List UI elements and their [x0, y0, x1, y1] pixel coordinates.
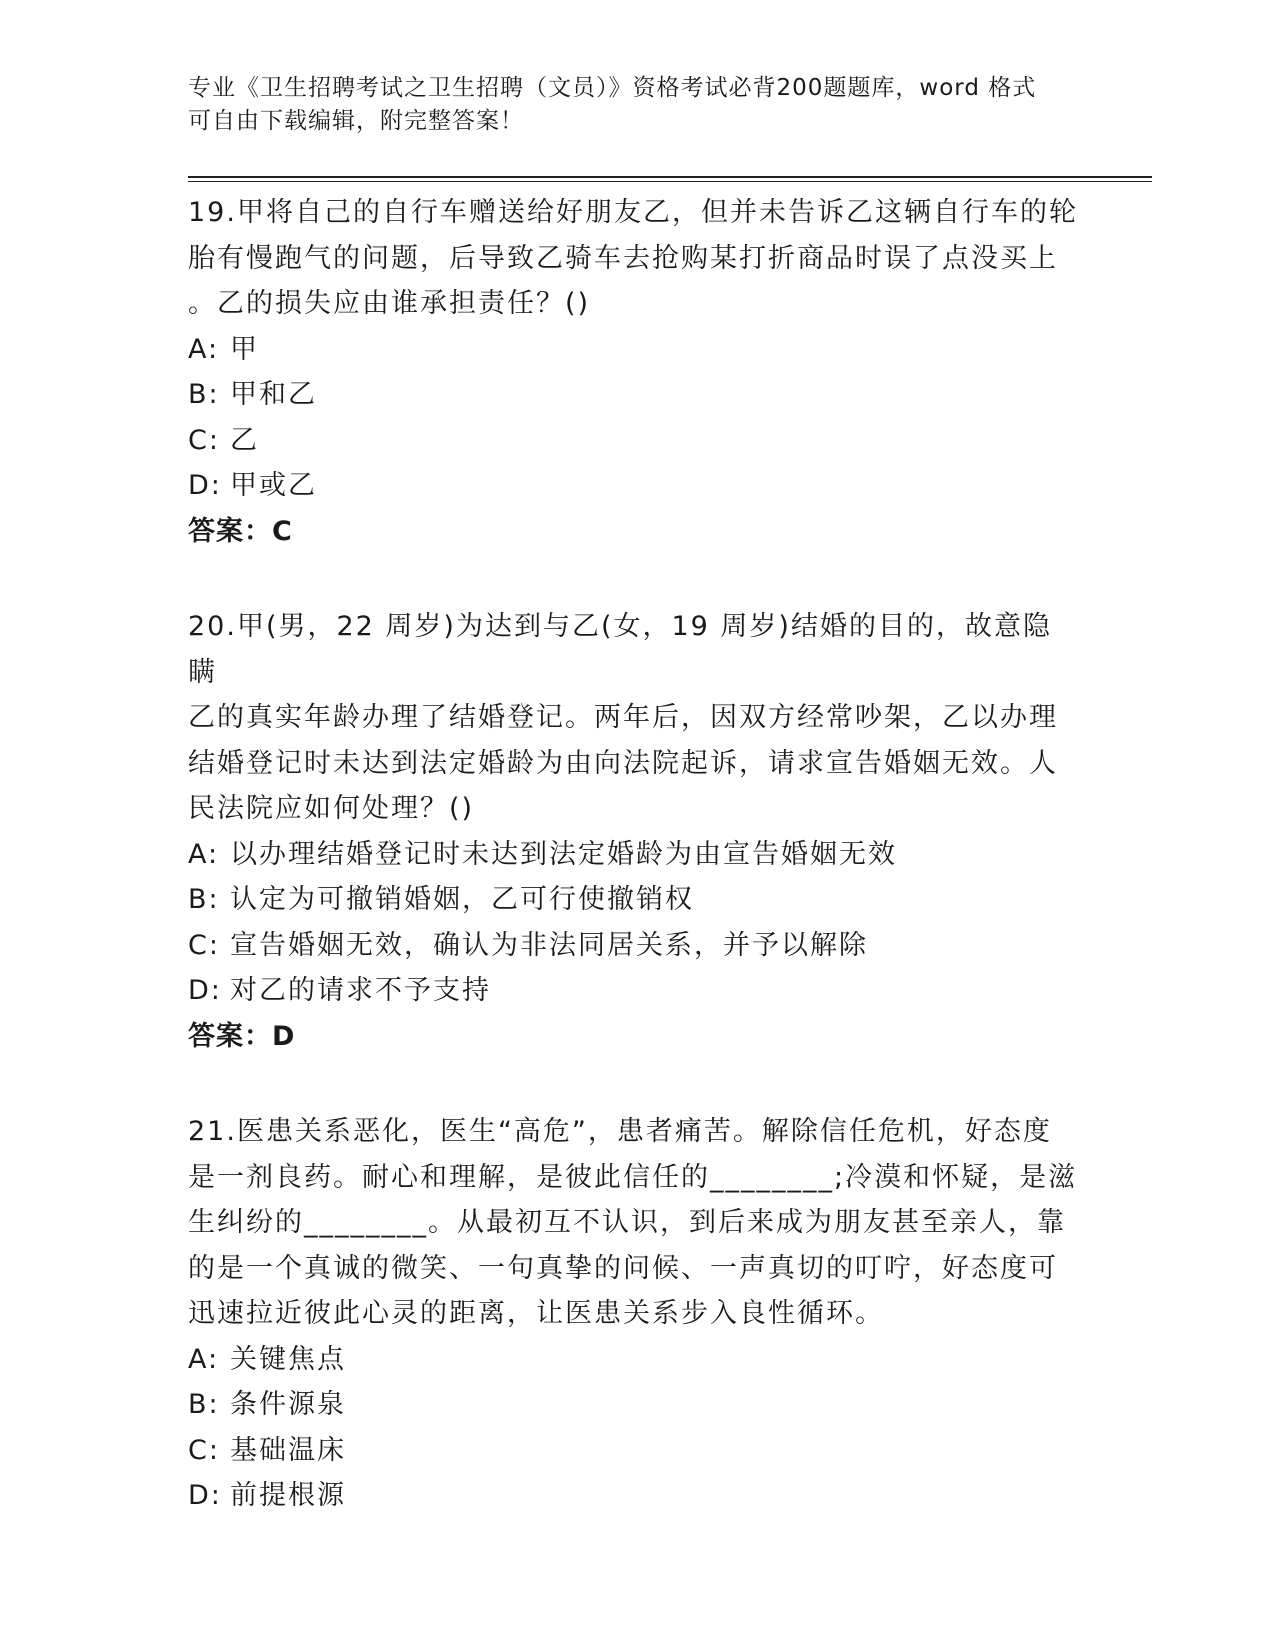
question-stem-line: 生纠纷的________。从最初互不认识，到后来成为朋友甚至亲人，靠: [188, 1207, 1066, 1238]
header-line-1: 专业《卫生招聘考试之卫生招聘（文员）》资格考试必背200题题库，word 格式: [188, 75, 1037, 101]
answer-line: [188, 509, 1078, 555]
option-c: [188, 1428, 1078, 1474]
option-text: 关键焦点: [230, 1343, 346, 1375]
question-stem-line: 胎有慢跑气的问题，后导致乙骑车去抢购某打折商品时误了点没买上: [188, 242, 1058, 274]
question-stem-line: 是一剂良药。耐心和理解，是彼此信任的________;冷漠和怀疑，是滋: [188, 1161, 1078, 1193]
question-stem-line: 乙的真实年龄办理了结婚登记。两年后，因双方经常吵架，乙以办理: [188, 702, 1058, 733]
option-d: [188, 1473, 1078, 1519]
option-letter: B:: [188, 379, 220, 410]
question-20: [188, 604, 1078, 1059]
option-letter: D:: [188, 470, 222, 501]
option-text: 宣告婚姻无效，确认为非法同居关系，并予以解除: [230, 929, 868, 961]
option-c: [188, 923, 1078, 969]
option-text: 基础温床: [230, 1434, 346, 1466]
question-stem-line: 19.甲将自己的自行车赠送给好朋友乙，但并未告诉乙这辆自行车的轮: [188, 197, 1078, 228]
answer-value: D: [272, 1020, 296, 1052]
option-a: [188, 832, 1078, 878]
option-letter: A:: [188, 1343, 220, 1375]
answer-line: [188, 1014, 1078, 1060]
option-letter: A:: [188, 838, 220, 870]
header-line-2: 可自由下载编辑，附完整答案！: [188, 108, 524, 134]
question-stem-line: 民法院应如何处理？(): [188, 793, 475, 824]
header-divider: [188, 176, 1152, 182]
option-text: 前提根源: [230, 1480, 346, 1511]
question-stem-line: 迅速拉近彼此心灵的距离，让医患关系步入良性循环。: [188, 1298, 884, 1329]
option-text: 甲或乙: [230, 470, 317, 501]
option-letter: D:: [188, 975, 222, 1006]
option-text: 以办理结婚登记时未达到法定婚龄为由宣告婚姻无效: [230, 838, 897, 870]
option-letter: B:: [188, 1389, 220, 1420]
question-stem-line: 的是一个真诚的微笑、一句真挚的问候、一声真切的叮咛，好态度可: [188, 1252, 1058, 1284]
question-stem-line: 结婚登记时未达到法定婚龄为由向法院起诉，请求宣告婚姻无效。人: [188, 747, 1058, 779]
option-d: [188, 968, 1078, 1014]
question-19: [188, 190, 1078, 554]
option-letter: A:: [188, 333, 220, 365]
answer-label: 答案：: [188, 1020, 272, 1052]
question-stem-line: 。乙的损失应由谁承担责任？(): [188, 288, 591, 319]
option-letter: C:: [188, 424, 220, 456]
option-letter: C:: [188, 1434, 220, 1466]
option-d: [188, 463, 1078, 509]
answer-value: C: [272, 515, 293, 547]
option-a: [188, 1337, 1078, 1383]
option-letter: D:: [188, 1480, 222, 1511]
option-b: [188, 1382, 1078, 1428]
option-text: 条件源泉: [230, 1389, 346, 1420]
option-text: 甲和乙: [230, 379, 317, 410]
option-letter: B:: [188, 884, 220, 915]
question-stem-line: 20.甲(男，22 周岁)为达到与乙(女，19 周岁)结婚的目的，故意隐瞒: [188, 611, 1052, 688]
option-c: [188, 418, 1078, 464]
document-header: [188, 72, 1068, 138]
option-b: [188, 372, 1078, 418]
question-list: [188, 190, 1078, 1569]
option-a: [188, 327, 1078, 373]
question-stem-line: 21.医患关系恶化，医生“高危”，患者痛苦。解除信任危机，好态度: [188, 1116, 1052, 1147]
option-text: 对乙的请求不予支持: [230, 975, 491, 1006]
option-text: 认定为可撤销婚姻，乙可行使撤销权: [230, 884, 694, 915]
option-text: 甲: [230, 333, 259, 365]
question-21: [188, 1109, 1078, 1519]
option-b: [188, 877, 1078, 923]
answer-label: 答案：: [188, 515, 272, 547]
option-letter: C:: [188, 929, 220, 961]
option-text: 乙: [230, 424, 259, 456]
